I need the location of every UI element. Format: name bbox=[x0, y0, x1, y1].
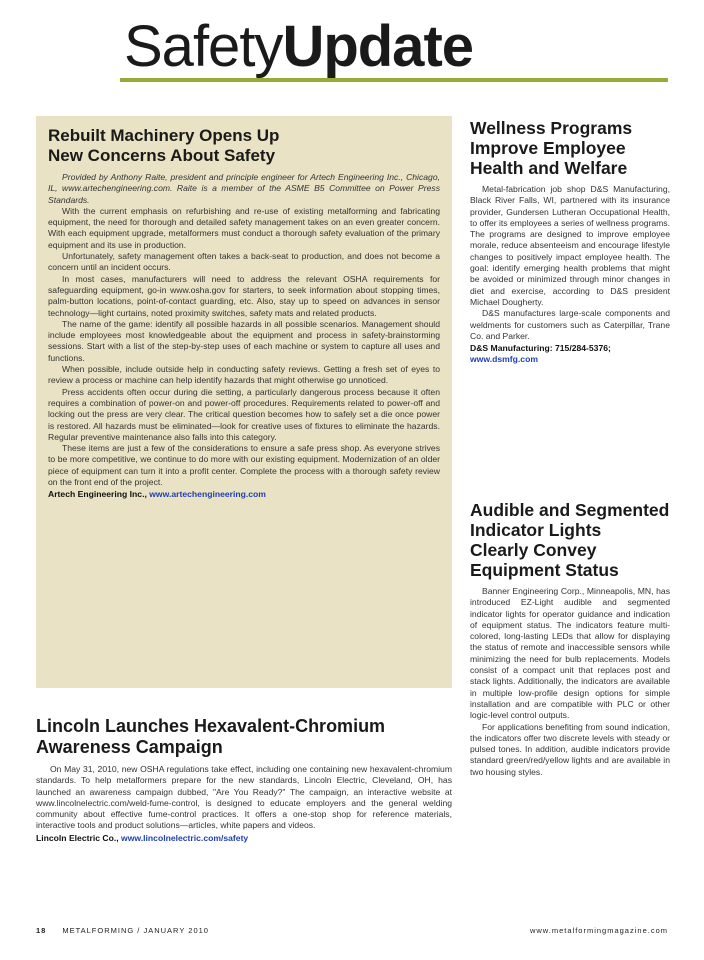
audible-paragraph: For applications benefiting from sound indication, the indicators offer two discrete levels with steady or pulsed tones. In addition, audible indicators provide standard green/red/yellow lights and are available in two housing styles. bbox=[470, 721, 670, 777]
audible-headline-line3: Clearly Convey bbox=[470, 540, 597, 560]
audible-paragraph: Banner Engineering Corp., Minneapolis, MN, has introduced EZ-Light audible and segmented indicator lights for operator guidance and indication of equipment status. The indicators feature multi-colored, long-lasting LEDs that allow for displaying the status of remote and inaccessible sensors while minimizing the need for bulb replacements. Models consist of a compact unit that replaces post and stack lights. Additionally, the indicators are available in multiple low-profile design options for simple installation and are compatible with PLC or other logic-level control outputs. bbox=[470, 586, 670, 721]
rebuilt-body bbox=[48, 172, 440, 501]
rebuilt-credit bbox=[48, 489, 440, 500]
masthead-title bbox=[124, 14, 473, 80]
lincoln-headline bbox=[36, 716, 452, 758]
audible-headline bbox=[470, 500, 670, 580]
rebuilt-headline-line1: Rebuilt Machinery Opens Up bbox=[48, 126, 280, 145]
wellness-credit-link[interactable]: www.dsmfg.com bbox=[470, 354, 538, 365]
rebuilt-paragraph: Unfortunately, safety management often takes a back-seat to production, and does not become a concern until an incident occurs. bbox=[48, 251, 440, 273]
audible-article bbox=[470, 500, 670, 908]
rebuilt-credit-link[interactable]: www.artechengineering.com bbox=[149, 489, 266, 500]
lincoln-article bbox=[36, 716, 452, 906]
page-number: 18 bbox=[36, 926, 47, 935]
rebuilt-paragraph: Provided by Anthony Raite, president and principle engineer for Artech Engineering Inc., Chicago, IL, www.artechengineering.com. Raite is a member of the ASME B5 Committee on Power Press Standards. bbox=[48, 172, 440, 205]
rebuilt-headline-line2: New Concerns About Safety bbox=[48, 146, 276, 165]
lincoln-credit bbox=[36, 833, 452, 844]
masthead-title-light: Safety bbox=[124, 14, 283, 79]
lincoln-credit-company: Lincoln Electric Co., bbox=[36, 832, 119, 843]
rebuilt-paragraph: When possible, include outside help in conducting safety reviews. Getting a fresh set of eyes to review a process or machine can help identify hazards that might otherwise go unnoticed. bbox=[48, 364, 440, 386]
wellness-headline-line2: Improve Employee bbox=[470, 138, 626, 158]
lincoln-headline-line2: Awareness Campaign bbox=[36, 737, 223, 757]
rebuilt-headline bbox=[48, 126, 440, 166]
lincoln-body bbox=[36, 764, 452, 844]
audible-headline-line1: Audible and Segmented bbox=[470, 500, 670, 520]
wellness-headline bbox=[470, 118, 670, 178]
lincoln-headline-line1: Lincoln Launches Hexavalent-Chromium bbox=[36, 716, 386, 736]
rebuilt-paragraph: These items are just a few of the considerations to ensure a safe press shop. As everyone strives to be more competitive, we continue to do more with our existing equipment. Modernization of an older piece of equipment can turn it into a profit center. Complete the process with a thorough safety review on the front end of the project. bbox=[48, 443, 440, 488]
footer-publication: METALFORMING / JANUARY 2010 bbox=[62, 926, 209, 935]
masthead-title-bold: Update bbox=[282, 14, 474, 79]
rebuilt-machinery-article bbox=[36, 116, 452, 688]
footer-left bbox=[36, 926, 209, 935]
wellness-headline-line1: Wellness Programs bbox=[470, 118, 633, 138]
wellness-headline-line3: Health and Welfare bbox=[470, 158, 628, 178]
audible-headline-line2: Indicator Lights bbox=[470, 520, 602, 540]
wellness-paragraph: Metal-fabrication job shop D&S Manufacturing, Black River Falls, WI, partnered with its insurance provider, Gundersen Lutheran Occupational Health, to offer its employees a series of wellness programs. The programs are designed to improve employee morale, reduce absenteeism and encourage lifestyle changes to positively impact employee health. The goal: identify emerging health problems that might be avoided or minimized through minor changes in diet and exercise, according to D&S president Michael Dougherty. bbox=[470, 184, 670, 307]
rebuilt-paragraph: Press accidents often occur during die setting, a particularly dangerous process because it often requires a combination of power-on and power-off procedures. Requirements related to power-off and locking out the press are very clear. The critical question becomes how to safely set a die once power is restored. All hazards must be eliminated—look for creative uses of fixtures to eliminate the hazards. Regular preventive maintenance also falls into this category. bbox=[48, 386, 440, 442]
wellness-credit: D&S Manufacturing: 715/284-5376; bbox=[470, 343, 611, 354]
rebuilt-credit-company: Artech Engineering Inc., bbox=[48, 489, 147, 500]
page-footer bbox=[36, 926, 668, 940]
rebuilt-paragraph: With the current emphasis on refurbishing and re-use of existing metalforming and fabricating equipment, the need for thorough and detailed safety management takes on an even greater concern. With each equipment upgrade, metalformers must conduct a thorough safety evaluation of the primary equipment and its use in production. bbox=[48, 205, 440, 250]
wellness-paragraph: D&S manufactures large-scale components and weldments for customers such as Caterpillar, Trane Co. and Parker. bbox=[470, 308, 670, 341]
rebuilt-paragraph: The name of the game: identify all possible hazards in all possible scenarios. Management should include employees most knowledgeable about the equipment and process in safety-brainstorming sessions. Start with a list of the step-by-step uses of each machine or system to capture all uses and functions. bbox=[48, 318, 440, 363]
wellness-body bbox=[470, 184, 670, 366]
lincoln-paragraph: On May 31, 2010, new OSHA regulations take effect, including one containing new hexavalent-chromium standards. To help metalformers prepare for the new standards, Lincoln Electric, Cleveland, OH, has launched an awareness campaign dubbed, "Are You Ready?" The campaign, an interactive website at www.lincolnelectric.com/weld-fume-control, is designed to educate employers and the general welding community about effective fume-control practices. It offers a one-stop shop for reference materials, interactive tools and product solutions—articles, white papers and videos. bbox=[36, 764, 452, 831]
audible-body bbox=[470, 586, 670, 778]
masthead bbox=[0, 0, 704, 95]
rebuilt-paragraph: In most cases, manufacturers will need to address the relevant OSHA requirements for safeguarding equipment, go-in www.osha.gov for starters, to seek information about stopping times, palm-button locations, point-of-contact guarding, etc. Also, stay up to speed on advances in sensor technology—light curtains, noted proximity switches, safety mats and related products. bbox=[48, 273, 440, 318]
audible-headline-line4: Equipment Status bbox=[470, 560, 619, 580]
footer-website: www.metalformingmagazine.com bbox=[529, 926, 668, 935]
lincoln-credit-link[interactable]: www.lincolnelectric.com/safety bbox=[121, 832, 249, 843]
wellness-article bbox=[470, 118, 670, 478]
